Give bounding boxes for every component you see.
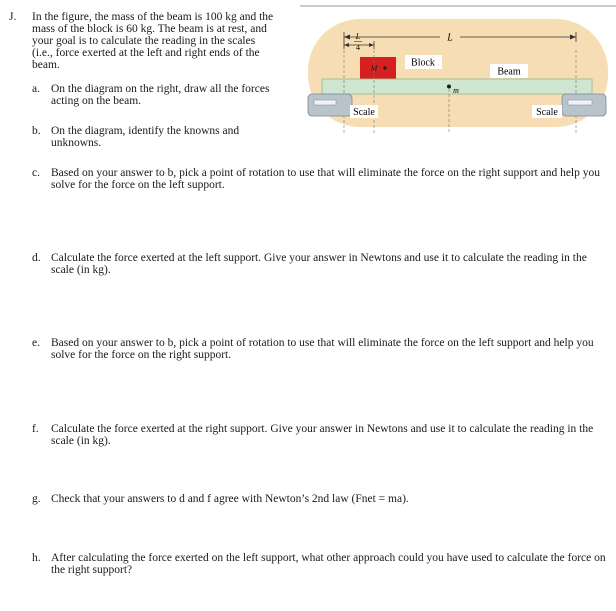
part-b-label: b.: [32, 125, 41, 137]
block-mass-label: M: [370, 64, 378, 73]
beam-label: Beam: [497, 66, 521, 78]
part-d-label: d.: [32, 252, 41, 264]
block-center-dot: [383, 66, 386, 69]
part-a-label: a.: [32, 83, 40, 95]
beam-diagram: [300, 5, 616, 135]
part-e-text: Based on your answer to b, pick a point of rotation to use that will eliminate the force on the left support and help you solve for the force on the right support.: [51, 337, 594, 361]
part-f-label: f.: [32, 423, 39, 435]
part-a-text: On the diagram on the right, draw all the forces acting on the beam.: [51, 83, 270, 107]
left-scale-label: Scale: [353, 107, 375, 118]
part-f-text: Calculate the force exerted at the right support. Give your answer in Newtons and use it to calculate the reading in the scale (in kg).: [51, 423, 594, 447]
block: [360, 57, 396, 79]
dim-quarter-denominator: 4: [356, 43, 360, 52]
part-h-label: h.: [32, 552, 41, 564]
part-g-label: g.: [32, 493, 41, 505]
question-number: J.: [9, 11, 17, 23]
part-h-text: After calculating the force exerted on the left support, what other approach could you have used to calculate the force on the right support?: [51, 552, 606, 576]
part-g-text: Check that your answers to d and f agree with Newton’s 2nd law (Fnet = ma).: [51, 493, 409, 505]
part-d-text: Calculate the force exerted at the left support. Give your answer in Newtons and use it to calculate the reading in the scale (in kg).: [51, 252, 587, 276]
beam-mass-label: m: [453, 86, 459, 95]
question-intro: In the figure, the mass of the beam is 100 kg and the mass of the block is 60 kg. The beam is at rest, and your goal is to calculate the reading in the scales (i.e., force exerted at the left and right ends of the beam.: [32, 11, 274, 71]
right-scale-display: [568, 100, 592, 105]
left-scale-display: [314, 100, 336, 105]
part-b-text: On the diagram, identify the knowns and unknowns.: [51, 125, 240, 149]
right-scale-label: Scale: [536, 107, 558, 118]
part-e-label: e.: [32, 337, 40, 349]
part-c-text: Based on your answer to b, pick a point of rotation to use that will eliminate the force on the right support and help you solve for the force on the left support.: [51, 167, 601, 191]
dim-full-label: L: [447, 32, 453, 44]
dim-quarter-numerator: L: [355, 32, 361, 41]
beam-center-dot: [447, 85, 451, 89]
block-label: Block: [411, 57, 435, 69]
part-c-label: c.: [32, 167, 40, 179]
